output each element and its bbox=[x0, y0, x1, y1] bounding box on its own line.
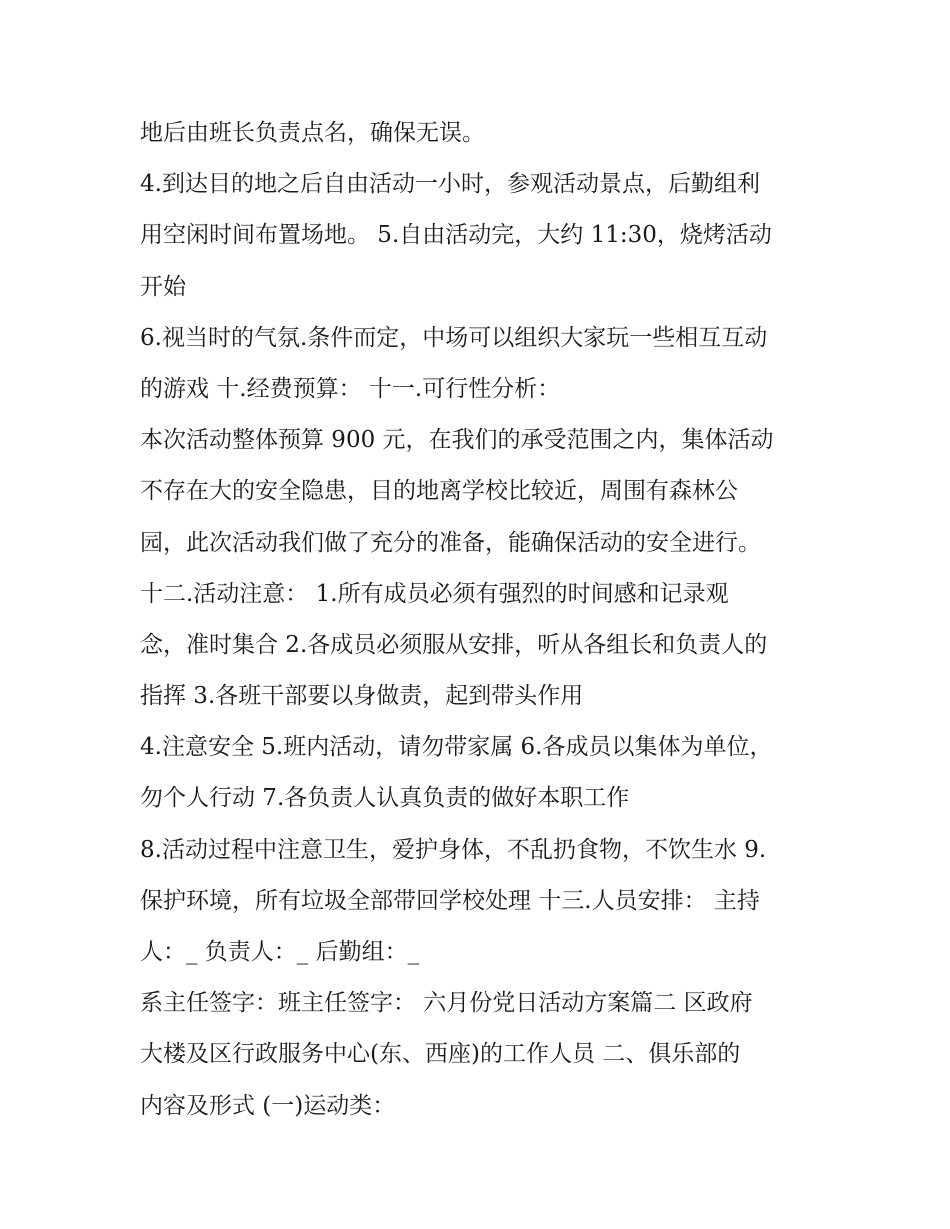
text-line: 不存在大的安全隐患，目的地离学校比较近，周围有森林公 bbox=[140, 478, 738, 505]
text-line: 念，准时集合 2.各成员必须服从安排，听从各组长和负责人的 bbox=[140, 631, 768, 658]
text-line: 指挥 3.各班干部要以身做责，起到带头作用 bbox=[140, 683, 584, 710]
text-line: 4.到达目的地之后自由活动一小时，参观活动景点，后勤组利 bbox=[140, 171, 760, 198]
text-line: 6.视当时的气氛.条件而定，中场可以组织大家玩一些相互互动 bbox=[140, 324, 768, 351]
document-body bbox=[140, 108, 830, 1132]
text-line: 4.注意安全 5.班内活动，请勿带家属 6.各成员以集体为单位， bbox=[140, 734, 773, 761]
text-line: 本次活动整体预算 900 元，在我们的承受范围之内，集体活动 bbox=[140, 427, 774, 454]
text-line: 园，此次活动我们做了充分的准备，能确保活动的安全进行。 bbox=[140, 529, 761, 556]
text-line: 开始 bbox=[140, 273, 186, 300]
text-line: 勿个人行动 7.各负责人认真负责的做好本职工作 bbox=[140, 785, 630, 812]
text-line: 8.活动过程中注意卫生，爱护身体，不乱扔食物，不饮生水 9. bbox=[140, 836, 767, 863]
text-line: 人：_ 负责人：_ 后勤组：_ bbox=[140, 939, 420, 965]
text-line: 大楼及区行政服务中心(东、西座)的工作人员 二、俱乐部的 bbox=[140, 1041, 741, 1068]
text-line: 系主任签字：班主任签字： 六月份党日活动方案篇二 区政府 bbox=[140, 990, 753, 1017]
text-line: 地后由班长负责点名，确保无误。 bbox=[140, 120, 485, 146]
text-line: 十二.活动注意： 1.所有成员必须有强烈的时间感和记录观 bbox=[140, 580, 729, 607]
text-line: 保护环境，所有垃圾全部带回学校处理 十三.人员安排： 主持 bbox=[140, 887, 760, 914]
text-line: 用空闲时间布置场地。 5.自由活动完，大约 11:30，烧烤活动 bbox=[140, 222, 772, 249]
text-line: 的游戏 十.经费预算： 十一.可行性分析： bbox=[140, 375, 561, 402]
text-line: 内容及形式 (一)运动类： bbox=[140, 1092, 396, 1119]
